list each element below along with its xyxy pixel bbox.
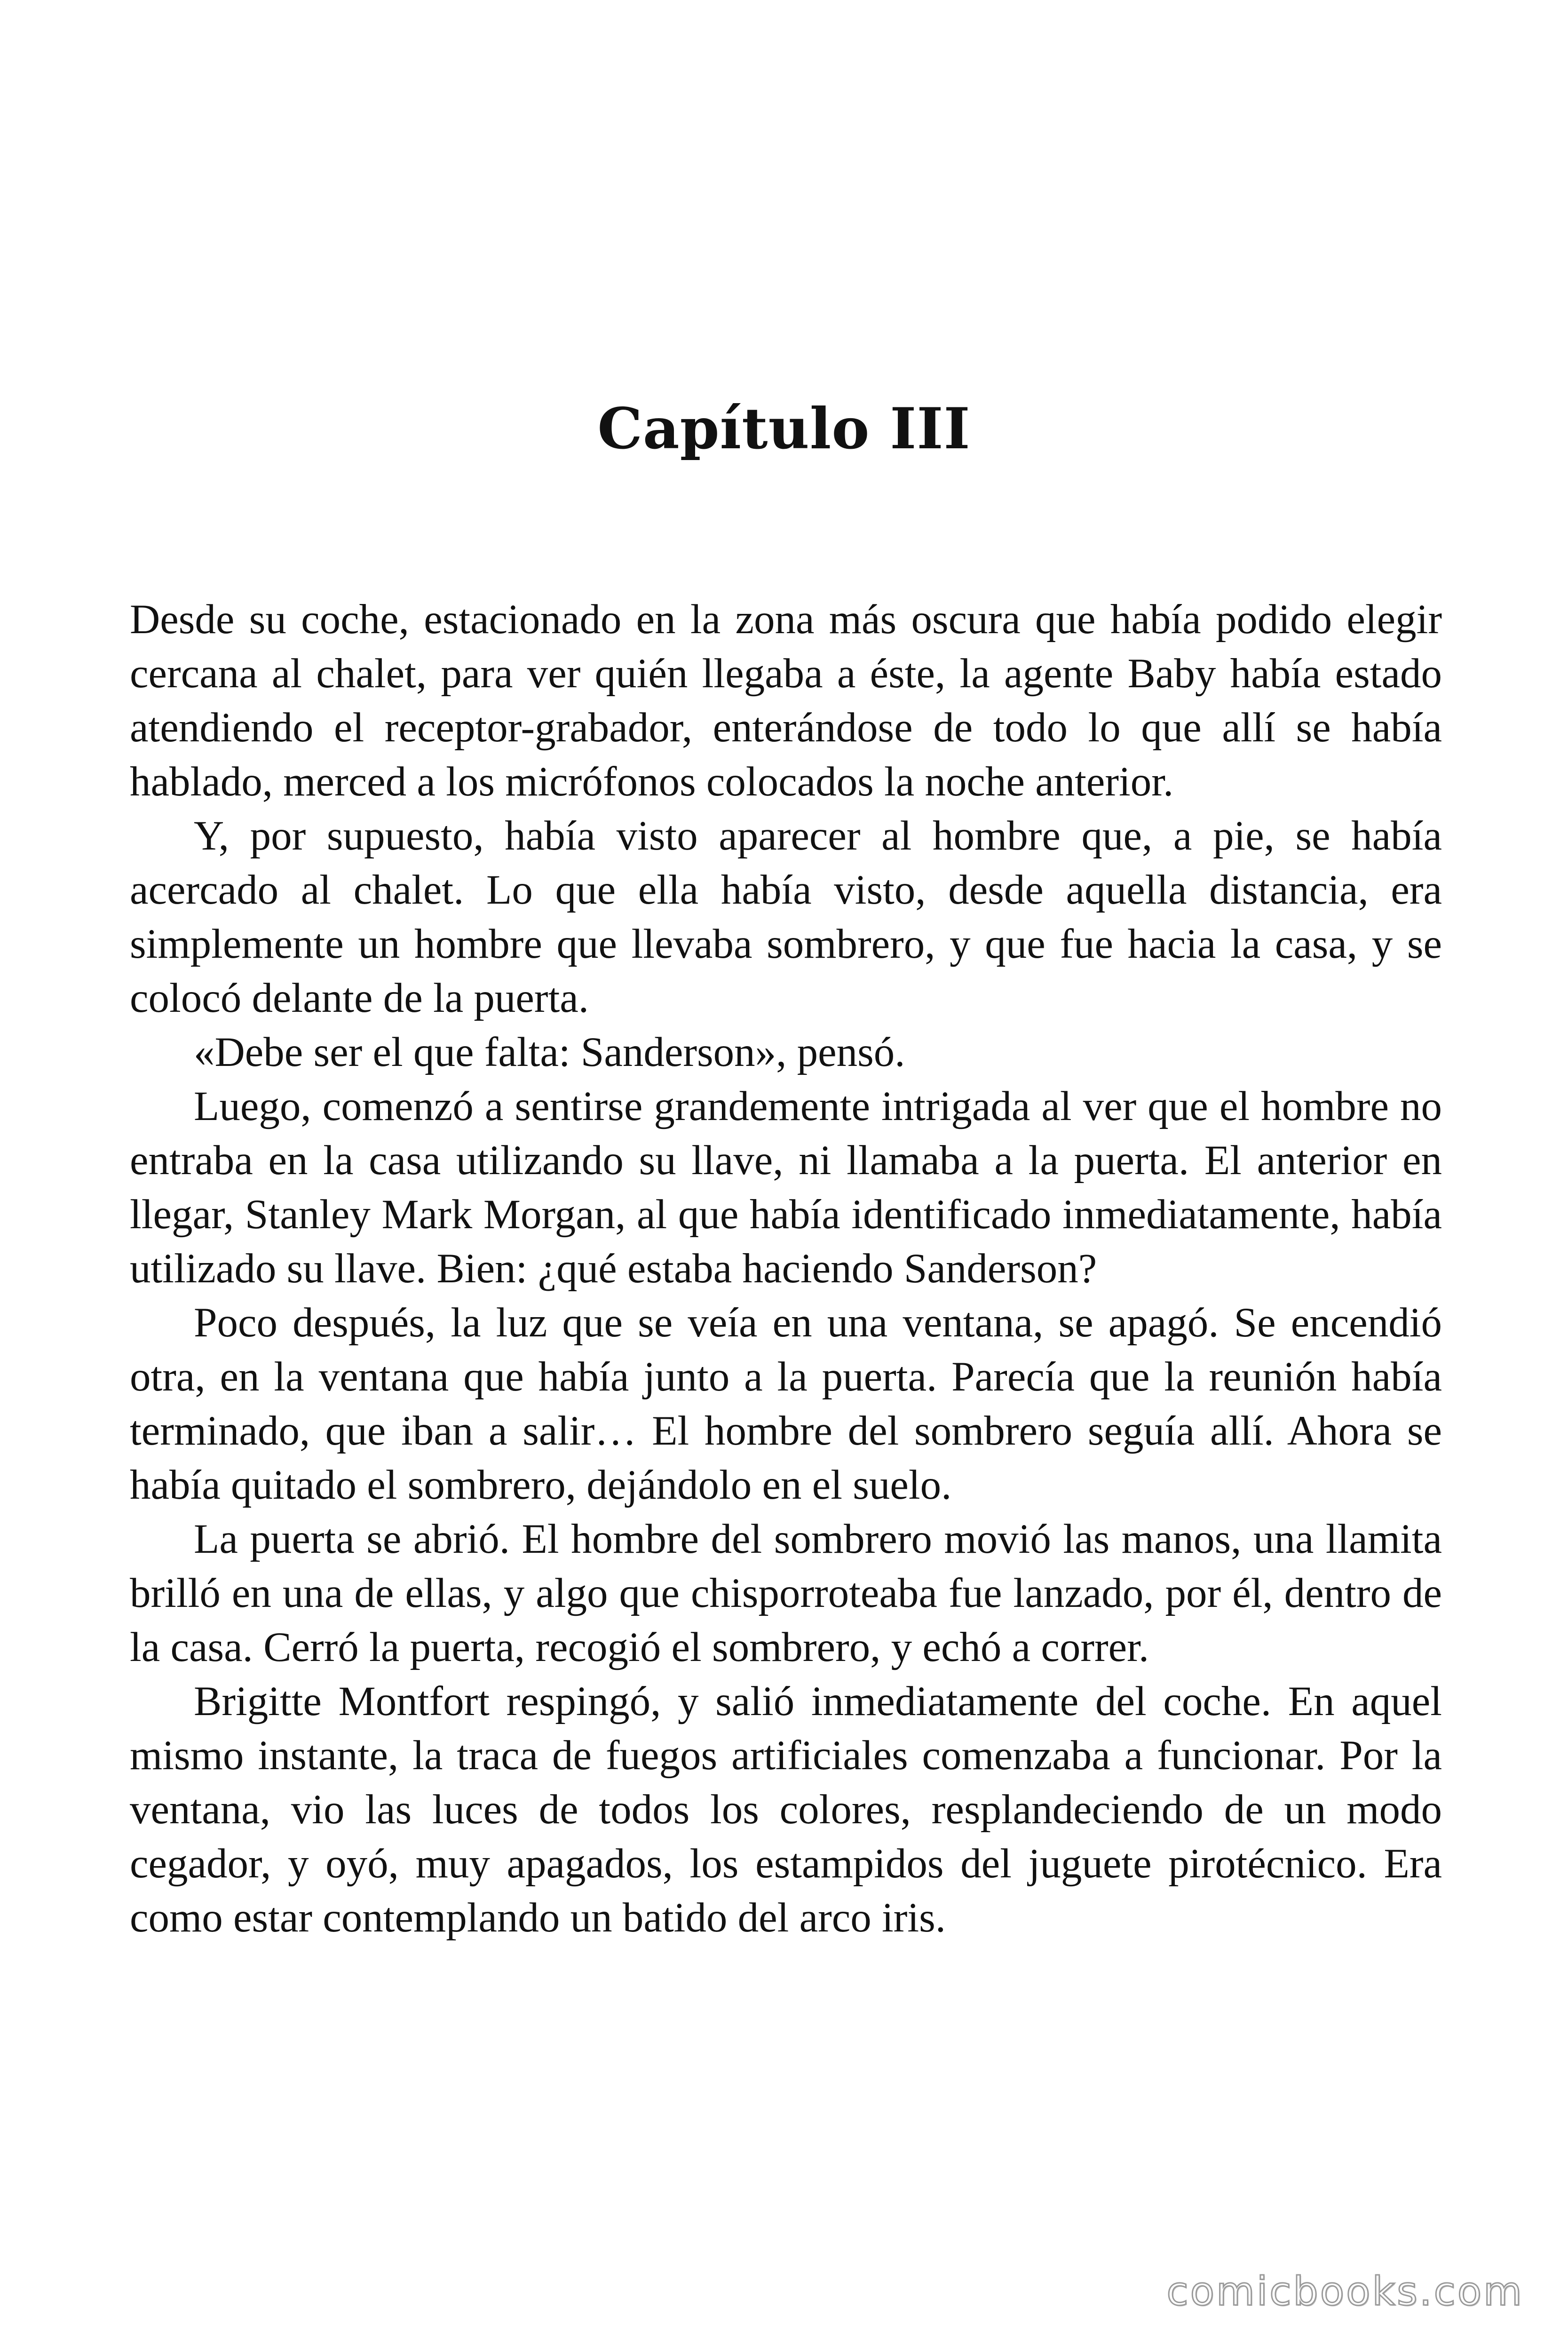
paragraph-2: Y, por supuesto, había visto aparecer al hombre que, a pie, se había acercado al chalet. Lo que ella había visto, desde aquella distancia, era simplemente un hombre que llevaba sombrero, y que fue hacia la casa, y se colocó delante de la puerta. <box>130 813 1442 1021</box>
paragraph-7: Brigitte Montfort respingó, y salió inmediatamente del coche. En aquel mismo instante, la traca de fuegos artificiales comenzaba a funcionar. Por la ventana, vio las luces de todos los colores, resplandeciendo de un modo cegador, y oyó, muy apagados, los estampidos del juguete pirotécnico. Era como estar contemplando un batido del arco iris. <box>130 1678 1442 1941</box>
paragraph-4: Luego, comenzó a sentirse grandemente intrigada al ver que el hombre no entraba en la casa utilizando su llave, ni llamaba a la puerta. El anterior en llegar, Stanley Mark Morgan, al que había identificado inmediatamente, había utilizado su llave. Bien: ¿qué estaba haciendo Sanderson? <box>130 1083 1442 1292</box>
paragraph-3: «Debe ser el que falta: Sanderson», pensó. <box>194 1029 905 1075</box>
paragraph-5: Poco después, la luz que se veía en una ventana, se apagó. Se encendió otra, en la ventana que había junto a la puerta. Parecía que la reunión había terminado, que iban a salir… El hombre del sombrero seguía allí. Ahora se había quitado el sombrero, dejándolo en el suelo. <box>130 1300 1442 1508</box>
chapter-title: Capítulo III <box>597 396 971 462</box>
watermark-logo: comicbooks.com <box>1166 2268 1524 2314</box>
paragraph-1: Desde su coche, estacionado en la zona más oscura que había podido elegir cercana al chalet, para ver quién llegaba a éste, la agente Baby había estado atendiendo el receptor-grabador, enterándose de todo lo que allí se había hablado, merced a los micrófonos colocados la noche anterior. <box>130 596 1442 805</box>
chapter-body <box>130 593 1442 1945</box>
paragraph-6: La puerta se abrió. El hombre del sombrero movió las manos, una llamita brilló en una de ellas, y algo que chisporroteaba fue lanzado, por él, dentro de la casa. Cerró la puerta, recogió el sombrero, y echó a correr. <box>130 1516 1442 1670</box>
